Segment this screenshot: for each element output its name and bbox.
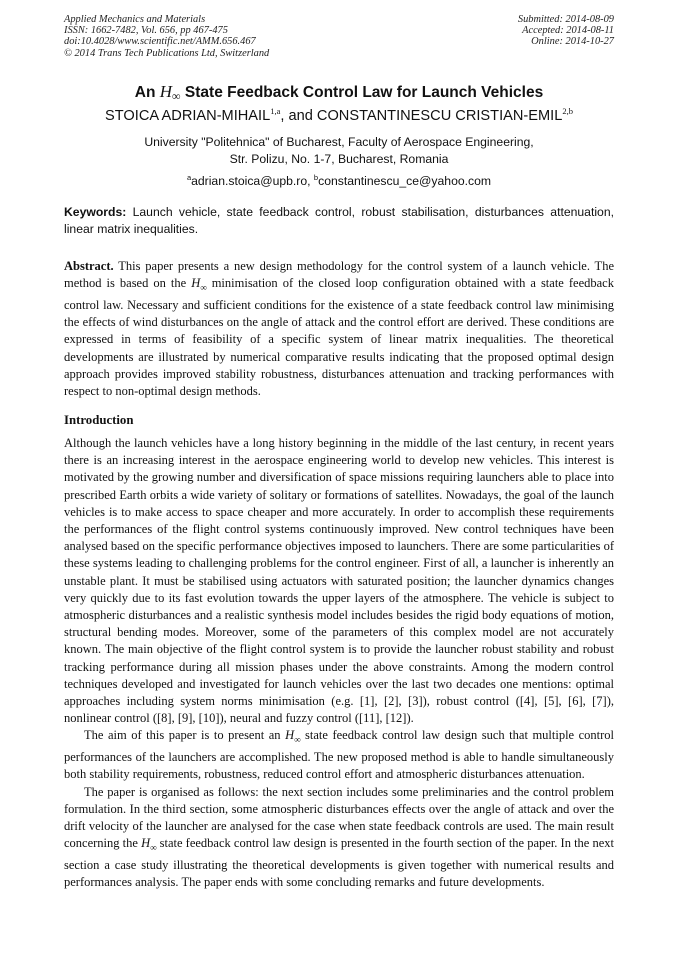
h-infinity-symbol — [141, 836, 157, 853]
title-suffix: State Feedback Control Law for Launch Vehicles — [184, 84, 544, 101]
keywords — [64, 204, 614, 238]
h-infinity-symbol — [285, 728, 301, 745]
author-1-affiliation-mark: 1,a — [270, 106, 281, 116]
author-1: STOICA ADRIAN-MIHAIL — [105, 108, 271, 124]
title-prefix: An — [134, 84, 156, 101]
intro-paragraph-2 — [64, 727, 614, 783]
affiliation-line-1: University "Politehnica" of Bucharest, Faculty of Aerospace Engineering, — [144, 135, 534, 149]
abstract-text-1: This paper presents a new design methodology for the control system of a launch vehicle. The method is based on the — [64, 259, 614, 291]
intro-paragraph-1: Although the launch vehicles have a long history beginning in the middle of the last century, in recent years there is an increasing interest in the aerospace engineering world to develop new vehicles. This interest is motivated by the growing number and diversification of space missions requiring launchers able to place into prescribed Earth orbits a wide variety of solitary or formations of satellites. Nowadays, the goal of the launch vehicles is to make access to space cheaper and more accurately. In order to accomplish these requirements the performances of the flight control systems continuously improved. New control techniques have been analysed based on the specific performance objectives imposed to launchers. There are some particularities of these systems leading to challenging problems for the control engineer. First of all, a launcher is inherently an unstable plant. It must be stabilised using actuators with saturated position; the launcher dynamics changes very quickly due to its fast evolution towards the upper layers of the atmosphere. The vehicle is subject to atmospheric disturbances and a realistic synthesis model includes besides the rigid body equations of motion, structural bending modes. Moreover, some of the parameters of this complex model are not accurately known. The main objective of the flight control system is to provide the launcher robust stability and robust tracking performance during all mission phases under the above constraints. Among the modern control techniques developed and investigated for launch vehicles over the last two decades one mentions: optimal approaches including system norms minimisation (e.g. [1], [2], [3]), robust control ([4], [5], [6], [7]), nonlinear control ([8], [9], [10]), neural and fuzzy control ([11], [12]). — [64, 436, 614, 726]
submitted-date: Submitted: 2014-08-09 — [517, 14, 614, 25]
journal-name: Applied Mechanics and Materials — [64, 14, 206, 25]
author-list — [0, 106, 678, 124]
h-infinity-symbol — [191, 276, 207, 293]
intro-paragraph-2-text-a: The aim of this paper is to present an — [84, 728, 281, 743]
h-symbol: H — [141, 836, 151, 851]
abstract-text-2: minimisation of the closed loop configuration obtained with a state feedback control law. Necessary and sufficient conditions for the existence of a state feedback control law minimising the effects of wind disturbances on the angle of attack and the control effort are derived. These conditions are expressed in terms of feasibility of a specific system of linear matrix inequalities. The theoretical developments are illustrated by numerical comparative results indicating that the proposed optimal design approach provides improved stability robustness, disturbances attenuation and tracking performances with respect to non-optimal design methods. — [64, 276, 614, 398]
affiliation-line-2: Str. Polizu, No. 1-7, Bucharest, Romania — [229, 152, 449, 166]
author-2-affiliation-mark: 2,b — [562, 106, 573, 116]
email-a[interactable]: adrian.stoica@upb.ro, — [191, 174, 311, 188]
author-connector: , and — [280, 108, 313, 124]
infinity-subscript: ∞ — [200, 282, 207, 293]
h-symbol: H — [285, 728, 295, 743]
intro-paragraph-2-text-b: state feedback control law design such that multiple control performances of the launchers are accomplished. The new proposed method is able to handle simultaneously both stability requirements, robustness, reduced control effort and atmospheric disturbances attenuation. — [64, 728, 615, 782]
email-b[interactable]: constantinescu_ce@yahoo.com — [318, 174, 492, 188]
submission-dates — [394, 14, 614, 48]
intro-paragraph-3-text-a: The paper is organised as follows: the next section includes some preliminaries and the control problem formulation. In the third section, some atmospheric disturbances effects over the angle of attack and over the drift velocity of the launcher are analysed for the case when state feedback controls are used. The main result concerning the — [64, 784, 614, 851]
intro-paragraph-3 — [64, 784, 614, 892]
accepted-date: Accepted: 2014-08-11 — [522, 25, 614, 37]
author-emails — [0, 173, 678, 188]
affiliation — [0, 134, 678, 168]
h-infinity-symbol — [160, 82, 181, 101]
email-b-mark: b — [313, 173, 319, 182]
journal-issn: ISSN: 1662-7482, Vol. 656, pp 467-475 — [64, 25, 228, 37]
keywords-label: Keywords: — [64, 205, 127, 219]
abstract — [64, 258, 614, 400]
section-heading-introduction: Introduction — [64, 413, 134, 427]
journal-doi: doi:10.4028/www.scientific.net/AMM.656.467 — [64, 36, 256, 48]
h-symbol: H — [191, 276, 201, 291]
introduction-body — [64, 435, 614, 891]
journal-copyright: © 2014 Trans Tech Publications Ltd, Switzerland — [64, 47, 270, 59]
h-symbol: H — [159, 82, 173, 101]
intro-paragraph-3-text-b: state feedback control law design is presented in the fourth section of the paper. In the next section a case study illustrating the theoretical developments is given together with numerical results and performances analysis. The paper ends with some concluding remarks and future developments. — [64, 836, 615, 890]
keywords-text: Launch vehicle, state feedback control, robust stabilisation, disturbances attenuation, linear matrix inequalities. — [64, 205, 614, 236]
abstract-label: Abstract. — [64, 259, 114, 273]
journal-header — [64, 14, 364, 59]
online-date: Online: 2014-10-27 — [531, 36, 614, 48]
infinity-subscript: ∞ — [150, 842, 157, 853]
paper-title — [0, 82, 678, 104]
author-2: CONSTANTINESCU CRISTIAN-EMIL — [316, 108, 563, 124]
infinity-subscript: ∞ — [294, 734, 301, 745]
infinity-subscript: ∞ — [172, 89, 181, 103]
email-a-mark: a — [186, 173, 192, 182]
